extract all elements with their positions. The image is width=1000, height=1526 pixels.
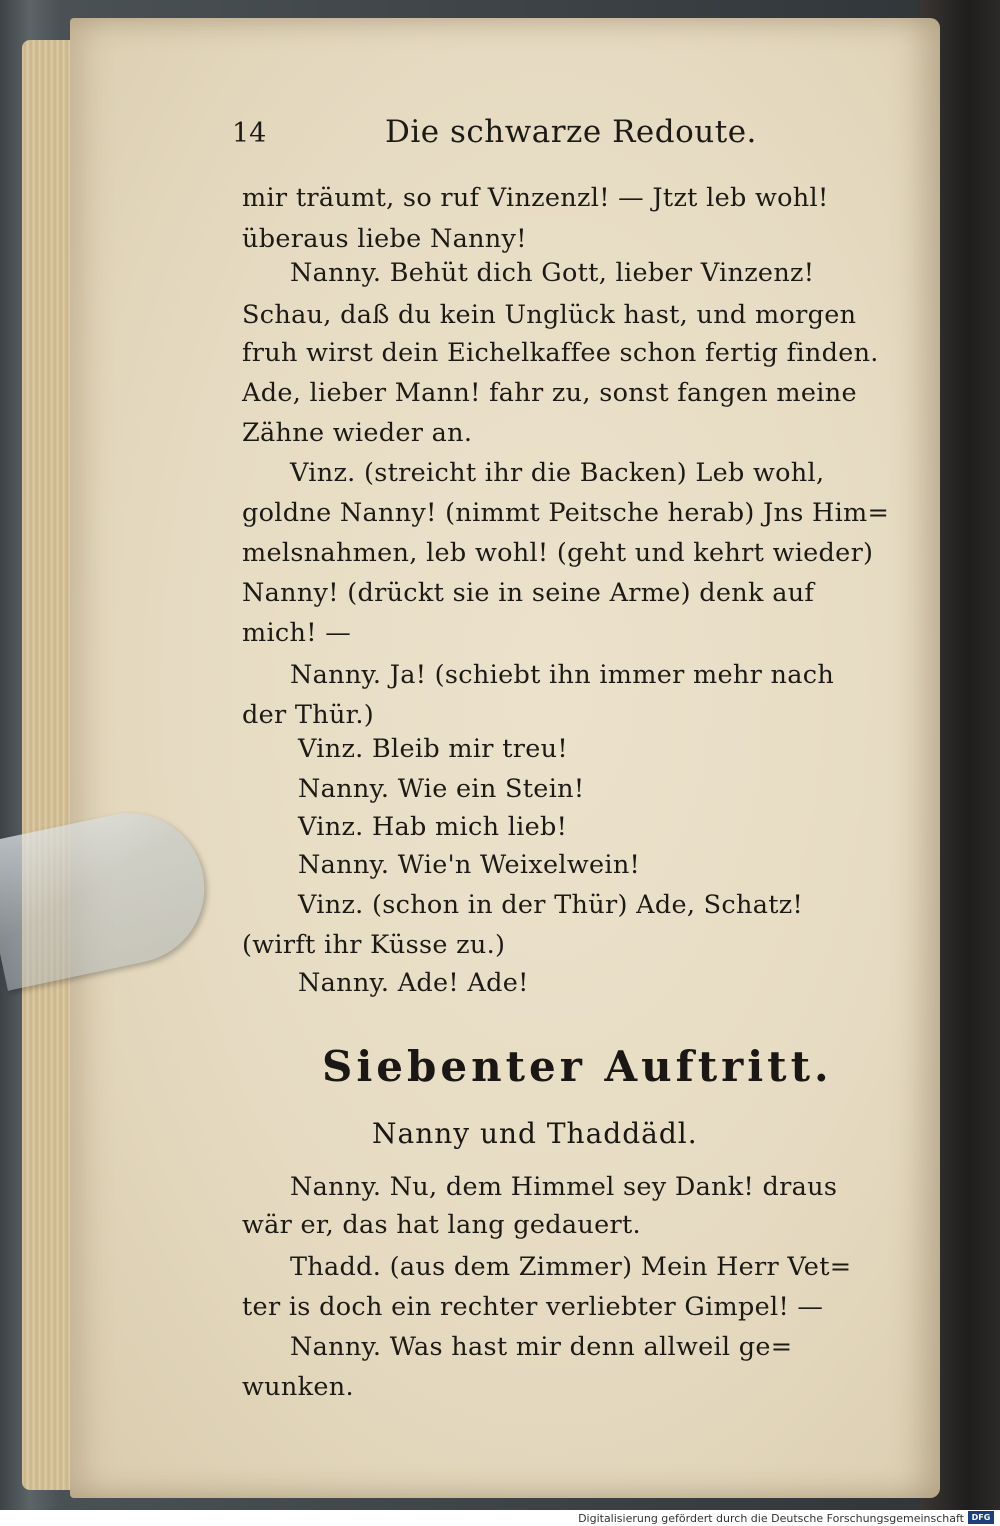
page-number: 14 (232, 118, 267, 149)
footer-credit: Digitalisierung gefördert durch die Deutsche Forschungsgemeinschaft (578, 1512, 964, 1525)
body-line: Nanny. Nu, dem Himmel sey Dank! draus (290, 1172, 838, 1202)
body-line: wär er, das hat lang gedauert. (242, 1210, 641, 1240)
body-line: mir träumt, so ruf Vinzenzl! — Jtzt leb wohl! (242, 183, 829, 213)
body-line: fruh wirst dein Eichelkaffee schon fertig finden. (242, 338, 879, 368)
body-line: goldne Nanny! (nimmt Peitsche herab) Jns Him= (242, 498, 890, 528)
body-line: Nanny. Was hast mir denn allweil ge= (290, 1332, 793, 1362)
body-line: Nanny. Ja! (schiebt ihn immer mehr nach (290, 660, 835, 690)
body-line: mich! — (242, 618, 351, 648)
body-line: der Thür.) (242, 700, 375, 730)
dfg-logo: DFG (968, 1511, 994, 1524)
body-line: Vinz. Hab mich lieb! (298, 812, 568, 842)
body-line: Ade, lieber Mann! fahr zu, sonst fangen meine (242, 378, 857, 408)
body-line: Nanny! (drückt sie in seine Arme) denk auf (242, 578, 815, 608)
body-line: Vinz. (streicht ihr die Backen) Leb wohl, (290, 458, 825, 488)
body-line: Nanny. Behüt dich Gott, lieber Vinzenz! (290, 258, 815, 288)
section-heading: Siebenter Auftritt. (322, 1042, 833, 1091)
body-line: überaus liebe Nanny! (242, 224, 527, 254)
section-subheading: Nanny und Thaddädl. (372, 1117, 698, 1150)
body-line: Zähne wieder an. (242, 418, 473, 448)
body-line: Schau, daß du kein Unglück hast, und morgen (242, 300, 857, 330)
body-line: Vinz. (schon in der Thür) Ade, Schatz! (298, 890, 804, 920)
body-line: ter is doch ein rechter verliebter Gimpel! — (242, 1292, 824, 1322)
body-line: Nanny. Wie ein Stein! (298, 774, 585, 804)
body-line: Thadd. (aus dem Zimmer) Mein Herr Vet= (290, 1252, 852, 1282)
running-title: Die schwarze Redoute. (385, 114, 757, 150)
body-line: Nanny. Ade! Ade! (298, 968, 529, 998)
body-line: Vinz. Bleib mir treu! (298, 734, 568, 764)
body-line: melsnahmen, leb wohl! (geht und kehrt wieder) (242, 538, 874, 568)
body-line: wunken. (242, 1372, 354, 1402)
body-line: (wirft ihr Küsse zu.) (242, 930, 506, 960)
body-line: Nanny. Wie'n Weixelwein! (298, 850, 641, 880)
